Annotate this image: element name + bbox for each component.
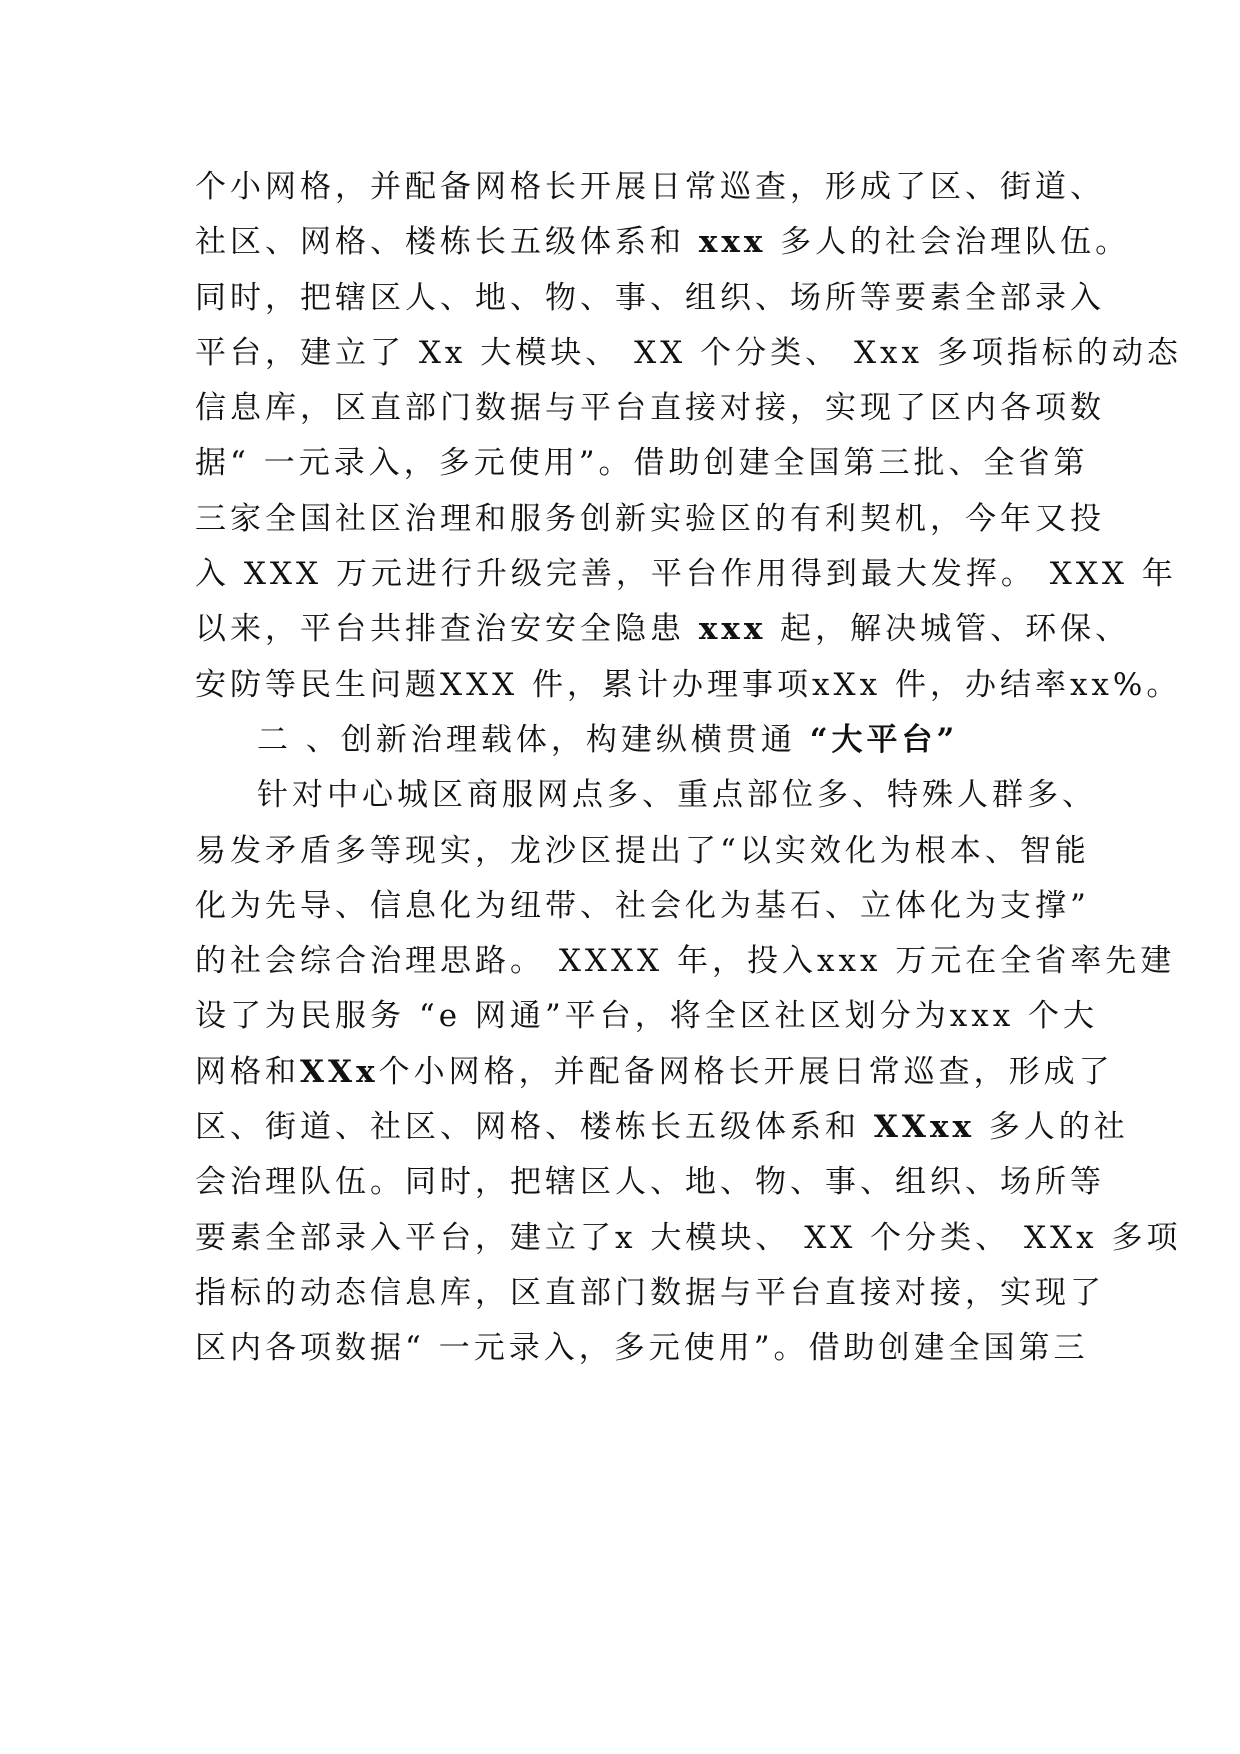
text-line <box>195 658 1182 713</box>
body-text <box>195 160 1182 1377</box>
text-run: 区内各项数据“ 一元录入，多元使用”。借助创建全国第三 <box>195 1330 1089 1367</box>
text-run: 安防等民生问题XXX 件，累计办理事项xXx 件，办结率xx%。 <box>195 666 1182 703</box>
text-run: 信息库，区直部门数据与平台直接对接，实现了区内各项数 <box>195 390 1105 427</box>
text-run: 平台，建立了 Xx 大模块、 XX 个分类、 Xxx 多项指标的动态 <box>195 334 1182 371</box>
text-line <box>195 492 1105 547</box>
text-run: 入 XXX 万元进行升级完善，平台作用得到最大发挥。 XXX 年 <box>195 556 1177 593</box>
text-line <box>195 160 1105 215</box>
text-line <box>195 326 1182 381</box>
bold-text-run: xxx <box>698 611 767 648</box>
text-run: 个小网格，并配备网格长开展日常巡查，形成了区、街道、 <box>195 169 1105 205</box>
text-run: 要素全部录入平台，建立了x 大模块、 XX 个分类、 XXx 多项 <box>195 1219 1182 1256</box>
bold-text-run: XXxx <box>873 1109 975 1146</box>
text-run: 三家全国社区治理和服务创新实验区的有利契机，今年又投 <box>195 500 1105 537</box>
bold-text-run: XXx <box>300 1053 379 1090</box>
text-run: 设了为民服务 “e 网通”平台，将全区社区划分为xxx 个大 <box>195 998 1099 1035</box>
text-line <box>195 1045 1114 1100</box>
text-line <box>195 1100 1129 1155</box>
text-line <box>195 547 1177 602</box>
text-run: 网格和 <box>195 1053 300 1090</box>
text-run: 据“ 一元录入，多元使用”。借助创建全国第三批、全省第 <box>195 445 1089 482</box>
text-run: 起，解决城管、环保、 <box>766 611 1131 648</box>
text-run: 化为先导、信息化为纽带、社会化为基石、立体化为支撑” <box>195 887 1090 924</box>
text-run: 区、街道、社区、网格、楼栋长五级体系和 <box>195 1109 874 1146</box>
text-line <box>195 768 1097 823</box>
text-run: 会治理队伍。同时，把辖区人、地、物、事、组织、场所等 <box>195 1164 1105 1201</box>
text-line <box>195 602 1131 657</box>
text-line <box>195 824 1090 879</box>
text-run: 多人的社会治理队伍。 <box>766 224 1131 261</box>
text-line <box>195 436 1089 491</box>
text-line <box>195 1266 1105 1321</box>
text-run: 以来，平台共排查治安安全隐患 <box>195 611 699 648</box>
text-line <box>195 934 1176 989</box>
text-run: 指标的动态信息库，区直部门数据与平台直接对接，实现了 <box>195 1274 1105 1311</box>
text-line <box>195 381 1105 436</box>
text-run: 多人的社 <box>974 1109 1129 1146</box>
text-line <box>195 1211 1182 1266</box>
text-line <box>195 1321 1089 1376</box>
heading-text: 二 、创新治理载体，构建纵横贯通 <box>257 721 810 758</box>
bold-text-run: xxx <box>698 224 767 261</box>
text-line <box>195 989 1099 1044</box>
text-run: 针对中心城区商服网点多、重点部位多、特殊人群多、 <box>257 777 1097 814</box>
text-run: 社区、网格、楼栋长五级体系和 <box>195 224 699 261</box>
text-line <box>195 879 1090 934</box>
heading-bold-text: “大平台” <box>809 721 959 758</box>
text-line <box>195 271 1105 326</box>
text-run: 同时，把辖区人、地、物、事、组织、场所等要素全部录入 <box>195 279 1105 316</box>
text-line <box>195 1155 1105 1210</box>
section-heading <box>195 713 1075 768</box>
text-line <box>195 215 1131 270</box>
text-run: 的社会综合治理思路。 XXXX 年，投入xxx 万元在全省率先建 <box>195 943 1176 980</box>
text-run: 个小网格，并配备网格长开展日常巡查，形成了 <box>378 1053 1114 1090</box>
text-run: 易发矛盾多等现实，龙沙区提出了“以实效化为根本、智能 <box>195 832 1090 869</box>
